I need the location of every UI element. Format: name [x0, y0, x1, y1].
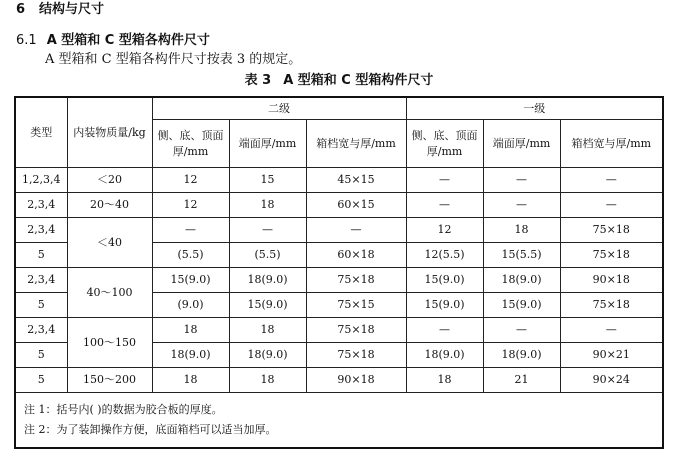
- cell-type: 5: [15, 293, 67, 318]
- cell-mass: 40～100: [67, 268, 152, 318]
- cell-value: —: [229, 218, 306, 243]
- header-g1-batten: 箱档宽与厚/mm: [560, 120, 663, 168]
- cell-value: 75×18: [560, 243, 663, 268]
- cell-mass: 100～150: [67, 318, 152, 368]
- header-type: 类型: [15, 97, 67, 168]
- cell-value: —: [560, 168, 663, 193]
- cell-value: 18: [406, 368, 483, 393]
- cell-value: 18(9.0): [152, 343, 229, 368]
- cell-value: 18: [152, 368, 229, 393]
- table-row: [15, 218, 663, 243]
- cell-value: 18: [483, 218, 560, 243]
- cell-value: 60×15: [306, 193, 406, 218]
- cell-value: 18(9.0): [229, 268, 306, 293]
- section-title: 结构与尺寸: [39, 2, 105, 17]
- cell-value: 15(9.0): [152, 268, 229, 293]
- cell-mass: ＜40: [67, 218, 152, 268]
- cell-mass: 150～200: [67, 368, 152, 393]
- cell-value: 12: [152, 168, 229, 193]
- header-g2-side-thickness: 侧、底、顶面厚/mm: [152, 120, 229, 168]
- header-g1-end-thickness: 端面厚/mm: [483, 120, 560, 168]
- body-paragraph: A 型箱和 C 型箱各构件尺寸按表 3 的规定。: [45, 52, 302, 67]
- cell-value: 12: [152, 193, 229, 218]
- dimension-table: [14, 96, 664, 449]
- table-row: [15, 318, 663, 343]
- cell-value: 12: [406, 218, 483, 243]
- cell-type: 2,3,4: [15, 193, 67, 218]
- cell-value: 15(5.5): [483, 243, 560, 268]
- cell-value: 21: [483, 368, 560, 393]
- cell-value: 90×21: [560, 343, 663, 368]
- table-caption: [0, 73, 678, 89]
- cell-value: 12(5.5): [406, 243, 483, 268]
- table-row: [15, 193, 663, 218]
- cell-value: 18(9.0): [483, 343, 560, 368]
- cell-value: 75×18: [560, 218, 663, 243]
- cell-value: 75×18: [560, 293, 663, 318]
- table-caption-label: 表 3: [244, 73, 272, 88]
- cell-value: 75×18: [306, 343, 406, 368]
- cell-type: 2,3,4: [15, 268, 67, 293]
- header-g2-batten: 箱档宽与厚/mm: [306, 120, 406, 168]
- cell-value: —: [406, 168, 483, 193]
- note-2: 注 2：为了装卸操作方便，底面箱档可以适当加厚。: [24, 423, 277, 436]
- header-mass: 内装物质量/kg: [67, 97, 152, 168]
- cell-value: 90×18: [560, 268, 663, 293]
- header-g1-side-thickness: 侧、底、顶面厚/mm: [406, 120, 483, 168]
- table-row: [15, 268, 663, 293]
- cell-value: (9.0): [152, 293, 229, 318]
- cell-value: 75×15: [306, 293, 406, 318]
- note-1: 注 1：括号内( )的数据为胶合板的厚度。: [24, 403, 223, 416]
- cell-mass: 20～40: [67, 193, 152, 218]
- header-g2-end-thickness: 端面厚/mm: [229, 120, 306, 168]
- subsection-title: A 型箱和 C 型箱各构件尺寸: [46, 33, 210, 48]
- cell-type: 1,2,3,4: [15, 168, 67, 193]
- cell-value: 15: [229, 168, 306, 193]
- cell-value: 60×18: [306, 243, 406, 268]
- cell-type: 5: [15, 368, 67, 393]
- header-grade-1: 一级: [406, 97, 663, 120]
- cell-type: 2,3,4: [15, 218, 67, 243]
- subsection-number: 6.1: [16, 33, 37, 48]
- cell-value: —: [483, 318, 560, 343]
- cell-value: (5.5): [152, 243, 229, 268]
- cell-value: 18: [229, 193, 306, 218]
- cell-value: 18: [152, 318, 229, 343]
- cell-value: 15(9.0): [229, 293, 306, 318]
- cell-value: 18(9.0): [483, 268, 560, 293]
- cell-type: 5: [15, 343, 67, 368]
- header-grade-2: 二级: [152, 97, 406, 120]
- section-number: 6: [16, 2, 26, 17]
- table-notes: [15, 393, 663, 449]
- cell-value: 15(9.0): [483, 293, 560, 318]
- cell-value: —: [483, 168, 560, 193]
- cell-value: 75×18: [306, 318, 406, 343]
- table-row: [15, 168, 663, 193]
- cell-value: —: [483, 193, 560, 218]
- cell-mass: ＜20: [67, 168, 152, 193]
- section-heading: [16, 2, 104, 18]
- cell-value: —: [406, 318, 483, 343]
- cell-value: 18(9.0): [229, 343, 306, 368]
- cell-value: 18: [229, 318, 306, 343]
- cell-value: (5.5): [229, 243, 306, 268]
- cell-value: 15(9.0): [406, 293, 483, 318]
- table-caption-title: A 型箱和 C 型箱构件尺寸: [283, 73, 434, 88]
- cell-value: —: [306, 218, 406, 243]
- cell-value: —: [152, 218, 229, 243]
- cell-type: 5: [15, 243, 67, 268]
- cell-value: —: [560, 193, 663, 218]
- cell-value: 90×24: [560, 368, 663, 393]
- cell-value: 90×18: [306, 368, 406, 393]
- cell-value: 18: [229, 368, 306, 393]
- cell-value: 75×18: [306, 268, 406, 293]
- cell-value: 18(9.0): [406, 343, 483, 368]
- cell-value: 15(9.0): [406, 268, 483, 293]
- header-row-groups: [15, 97, 663, 120]
- cell-value: —: [560, 318, 663, 343]
- cell-value: 45×15: [306, 168, 406, 193]
- cell-value: —: [406, 193, 483, 218]
- subsection-heading: [16, 33, 210, 49]
- notes-row: [15, 393, 663, 449]
- table-row: [15, 368, 663, 393]
- cell-type: 2,3,4: [15, 318, 67, 343]
